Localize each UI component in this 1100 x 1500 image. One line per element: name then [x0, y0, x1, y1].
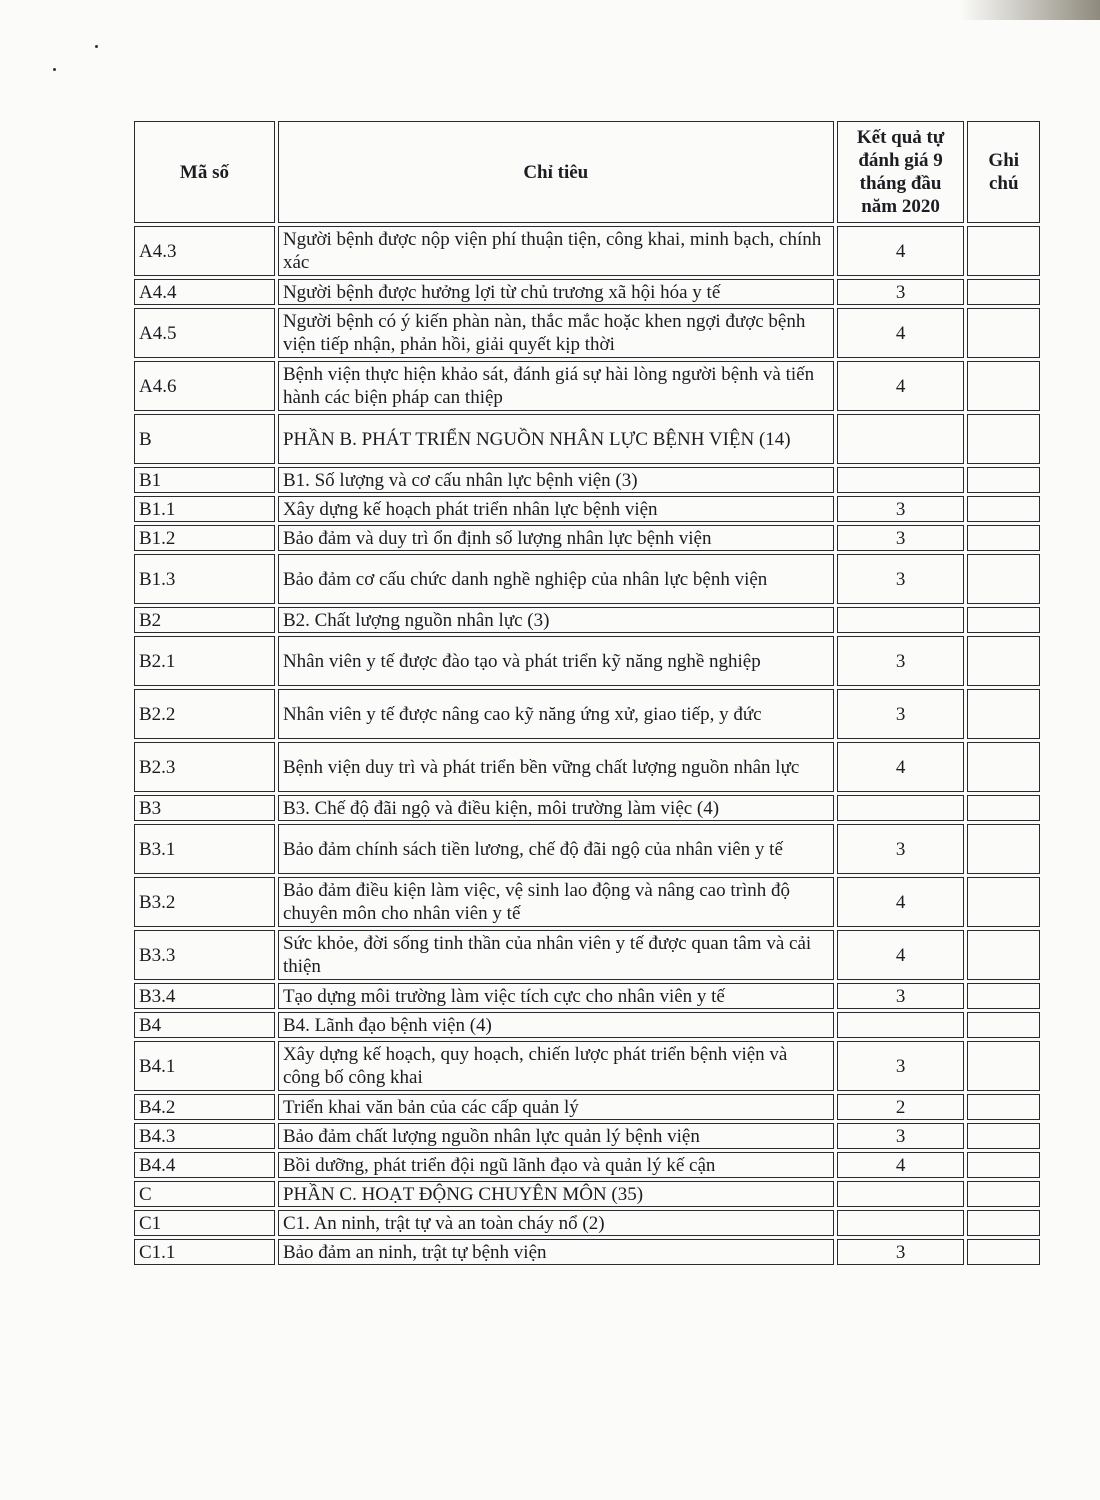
cell-score — [837, 607, 965, 633]
cell-note — [967, 1181, 1040, 1207]
cell-note — [967, 1152, 1040, 1178]
cell-note — [967, 742, 1040, 792]
table-row — [134, 742, 1040, 792]
cell-criterion: Xây dựng kế hoạch phát triển nhân lực bệnh viện — [278, 496, 834, 522]
cell-code: B4.1 — [134, 1041, 275, 1091]
cell-score: 4 — [837, 308, 965, 358]
cell-criterion: Bảo đảm chính sách tiền lương, chế độ đãi ngộ của nhân viên y tế — [278, 824, 834, 874]
table-row — [134, 361, 1040, 411]
cell-code: A4.5 — [134, 308, 275, 358]
cell-note — [967, 983, 1040, 1009]
table-row — [134, 930, 1040, 980]
cell-code: B4 — [134, 1012, 275, 1038]
table-row — [134, 226, 1040, 276]
cell-code: B3.4 — [134, 983, 275, 1009]
cell-note — [967, 467, 1040, 493]
cell-score — [837, 1210, 965, 1236]
table-row — [134, 877, 1040, 927]
cell-criterion: Nhân viên y tế được đào tạo và phát triển kỹ năng nghề nghiệp — [278, 636, 834, 686]
cell-code: B1.1 — [134, 496, 275, 522]
cell-score: 3 — [837, 554, 965, 604]
cell-note — [967, 308, 1040, 358]
table-row — [134, 1123, 1040, 1149]
cell-code: B4.3 — [134, 1123, 275, 1149]
cell-score — [837, 414, 965, 464]
cell-criterion: C1. An ninh, trật tự và an toàn cháy nổ (2) — [278, 1210, 834, 1236]
table-row — [134, 279, 1040, 305]
table-row — [134, 689, 1040, 739]
header-code: Mã số — [134, 121, 275, 223]
cell-criterion: Bồi dưỡng, phát triển đội ngũ lãnh đạo và quản lý kế cận — [278, 1152, 834, 1178]
cell-criterion: Người bệnh được nộp viện phí thuận tiện, công khai, minh bạch, chính xác — [278, 226, 834, 276]
cell-code: B1 — [134, 467, 275, 493]
cell-code: B3.3 — [134, 930, 275, 980]
cell-criterion: B2. Chất lượng nguồn nhân lực (3) — [278, 607, 834, 633]
cell-code: A4.6 — [134, 361, 275, 411]
cell-criterion: Tạo dựng môi trường làm việc tích cực cho nhân viên y tế — [278, 983, 834, 1009]
cell-score — [837, 795, 965, 821]
cell-note — [967, 824, 1040, 874]
table-row — [134, 795, 1040, 821]
cell-criterion: Bảo đảm và duy trì ổn định số lượng nhân lực bệnh viện — [278, 525, 834, 551]
cell-code: C — [134, 1181, 275, 1207]
cell-code: B2 — [134, 607, 275, 633]
header-note: Ghi chú — [967, 121, 1040, 223]
table-row — [134, 414, 1040, 464]
cell-score: 4 — [837, 1152, 965, 1178]
table-row — [134, 308, 1040, 358]
cell-code: B2.2 — [134, 689, 275, 739]
cell-code: B4.4 — [134, 1152, 275, 1178]
cell-criterion: B1. Số lượng và cơ cấu nhân lực bệnh viện (3) — [278, 467, 834, 493]
cell-score: 3 — [837, 1123, 965, 1149]
scan-speck — [53, 68, 56, 71]
cell-criterion: Bệnh viện duy trì và phát triển bền vững chất lượng nguồn nhân lực — [278, 742, 834, 792]
table-row — [134, 824, 1040, 874]
table-row — [134, 1181, 1040, 1207]
cell-score: 3 — [837, 824, 965, 874]
cell-note — [967, 877, 1040, 927]
cell-score: 3 — [837, 689, 965, 739]
cell-criterion: Sức khỏe, đời sống tinh thần của nhân viên y tế được quan tâm và cải thiện — [278, 930, 834, 980]
cell-criterion: Nhân viên y tế được nâng cao kỹ năng ứng xử, giao tiếp, y đức — [278, 689, 834, 739]
cell-criterion: Bệnh viện thực hiện khảo sát, đánh giá sự hài lòng người bệnh và tiến hành các biện pháp can thiệp — [278, 361, 834, 411]
cell-score: 3 — [837, 1041, 965, 1091]
cell-score: 3 — [837, 525, 965, 551]
cell-criterion: Bảo đảm cơ cấu chức danh nghề nghiệp của nhân lực bệnh viện — [278, 554, 834, 604]
cell-note — [967, 361, 1040, 411]
cell-code: B2.1 — [134, 636, 275, 686]
cell-code: B4.2 — [134, 1094, 275, 1120]
cell-criterion: Bảo đảm an ninh, trật tự bệnh viện — [278, 1239, 834, 1265]
cell-note — [967, 1123, 1040, 1149]
cell-criterion: PHẦN C. HOẠT ĐỘNG CHUYÊN MÔN (35) — [278, 1181, 834, 1207]
cell-note — [967, 1239, 1040, 1265]
header-criterion: Chỉ tiêu — [278, 121, 834, 223]
cell-code: B3.2 — [134, 877, 275, 927]
table-row — [134, 1152, 1040, 1178]
cell-note — [967, 414, 1040, 464]
header-result: Kết quả tự đánh giá 9 tháng đầu năm 2020 — [837, 121, 965, 223]
cell-score: 3 — [837, 1239, 965, 1265]
cell-note — [967, 226, 1040, 276]
table-row — [134, 1041, 1040, 1091]
cell-score: 4 — [837, 226, 965, 276]
cell-code: B3.1 — [134, 824, 275, 874]
table-row — [134, 636, 1040, 686]
cell-criterion: Triển khai văn bản của các cấp quản lý — [278, 1094, 834, 1120]
cell-score: 3 — [837, 496, 965, 522]
cell-code: B1.3 — [134, 554, 275, 604]
cell-score — [837, 1181, 965, 1207]
cell-criterion: Bảo đảm điều kiện làm việc, vệ sinh lao động và nâng cao trình độ chuyên môn cho nhân viên y tế — [278, 877, 834, 927]
cell-note — [967, 1094, 1040, 1120]
cell-score: 4 — [837, 877, 965, 927]
cell-score — [837, 1012, 965, 1038]
table-row — [134, 467, 1040, 493]
table-row — [134, 1210, 1040, 1236]
page-edge-shadow — [960, 0, 1100, 20]
assessment-table — [131, 118, 1043, 1268]
cell-note — [967, 689, 1040, 739]
cell-score: 2 — [837, 1094, 965, 1120]
cell-criterion: Bảo đảm chất lượng nguồn nhân lực quản lý bệnh viện — [278, 1123, 834, 1149]
cell-score: 4 — [837, 361, 965, 411]
cell-score: 3 — [837, 636, 965, 686]
cell-note — [967, 795, 1040, 821]
cell-code: C1.1 — [134, 1239, 275, 1265]
cell-note — [967, 525, 1040, 551]
cell-note — [967, 496, 1040, 522]
cell-criterion: B4. Lãnh đạo bệnh viện (4) — [278, 1012, 834, 1038]
table-body — [134, 226, 1040, 1265]
table-row — [134, 607, 1040, 633]
table-row — [134, 1239, 1040, 1265]
cell-code: B1.2 — [134, 525, 275, 551]
table-row — [134, 496, 1040, 522]
cell-score: 4 — [837, 930, 965, 980]
cell-score — [837, 467, 965, 493]
cell-note — [967, 1012, 1040, 1038]
table-row — [134, 554, 1040, 604]
cell-code: A4.4 — [134, 279, 275, 305]
table-row — [134, 525, 1040, 551]
cell-note — [967, 636, 1040, 686]
cell-code: C1 — [134, 1210, 275, 1236]
cell-code: B3 — [134, 795, 275, 821]
table-row — [134, 983, 1040, 1009]
cell-code: B2.3 — [134, 742, 275, 792]
cell-criterion: Người bệnh có ý kiến phàn nàn, thắc mắc hoặc khen ngợi được bệnh viện tiếp nhận, phản hồi, giải quyết kịp thời — [278, 308, 834, 358]
cell-note — [967, 607, 1040, 633]
cell-note — [967, 1210, 1040, 1236]
cell-criterion: PHẦN B. PHÁT TRIỂN NGUỒN NHÂN LỰC BỆNH VIỆN (14) — [278, 414, 834, 464]
cell-code: B — [134, 414, 275, 464]
cell-score: 4 — [837, 742, 965, 792]
scan-speck — [95, 45, 98, 48]
cell-note — [967, 279, 1040, 305]
cell-score: 3 — [837, 279, 965, 305]
table-header-row — [134, 121, 1040, 223]
table-row — [134, 1094, 1040, 1120]
cell-criterion: B3. Chế độ đãi ngộ và điều kiện, môi trường làm việc (4) — [278, 795, 834, 821]
cell-note — [967, 930, 1040, 980]
cell-note — [967, 1041, 1040, 1091]
cell-note — [967, 554, 1040, 604]
cell-score: 3 — [837, 983, 965, 1009]
cell-code: A4.3 — [134, 226, 275, 276]
table-row — [134, 1012, 1040, 1038]
cell-criterion: Xây dựng kế hoạch, quy hoạch, chiến lược phát triển bệnh viện và công bố công khai — [278, 1041, 834, 1091]
cell-criterion: Người bệnh được hưởng lợi từ chủ trương xã hội hóa y tế — [278, 279, 834, 305]
